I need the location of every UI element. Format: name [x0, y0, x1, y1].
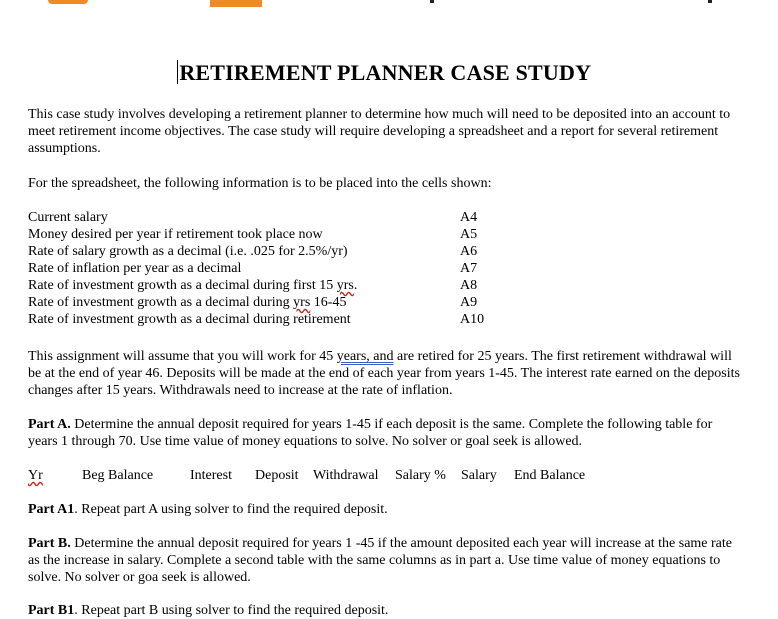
part-b1-label: Part B1 [28, 603, 75, 618]
list-item [28, 260, 528, 277]
part-b1-paragraph: Part B1. Repeat part B using solver to find the required deposit. [28, 603, 389, 618]
toolbar-glyph-fragment [708, 0, 712, 3]
input-label: Money desired per year if retirement took place now [28, 227, 323, 242]
input-label: Rate of salary growth as a decimal (i.e. .025 for 2.5%/yr) [28, 244, 348, 259]
toolbar-glyph-fragment [430, 0, 434, 3]
cell-reference: A8 [460, 278, 478, 293]
part-b-label: Part B. [28, 536, 71, 551]
column-header-salary-pct: Salary % [395, 468, 446, 483]
cell-reference: A9 [460, 295, 478, 310]
list-item [28, 209, 528, 226]
table-column-headers [28, 467, 740, 484]
part-b-paragraph: Part B. Determine the annual deposit required for years 1 -45 if the amount deposited each year will increase at the same rate as the increase in salary. Complete a second table with the same columns as in part a. Use time value of money equations to solve. No solver or goa seek is allowed. [28, 536, 732, 585]
column-header-deposit: Deposit [255, 468, 299, 483]
part-a1-paragraph: Part A1. Repeat part A using solver to find the required deposit. [28, 502, 388, 517]
cell-reference: A6 [460, 244, 478, 259]
column-header-beg-balance: Beg Balance [82, 468, 154, 483]
column-header-end-balance: End Balance [514, 468, 586, 483]
spellcheck-flag[interactable]: yrs [336, 278, 354, 293]
column-header-withdrawal: Withdrawal [313, 468, 379, 483]
input-label: Rate of investment growth as a decimal during first 15 yrs. [28, 278, 358, 293]
column-header-salary: Salary [461, 468, 497, 483]
part-a-paragraph: Part A. Determine the annual deposit required for years 1-45 if each deposit is the same. Complete the following table for years 1 through 70. Use time value of money equations to solve. No solver or goal seek is allowed. [28, 417, 713, 449]
list-item [28, 226, 528, 243]
list-item [28, 311, 528, 328]
spellcheck-flag[interactable]: yrs [293, 295, 311, 310]
cell-reference: A10 [460, 312, 485, 327]
list-item [28, 277, 528, 294]
intro-paragraph: This case study involves developing a retirement planner to determine how much will need to be deposited into an account to meet retirement income objectives. The case study will require developing a spreadsheet and a report for several retirement assumptions. [28, 107, 731, 156]
spreadsheet-intro-paragraph: For the spreadsheet, the following information is to be placed into the cells shown: [28, 176, 492, 191]
input-label: Rate of investment growth as a decimal during retirement [28, 312, 351, 327]
input-label: Rate of investment growth as a decimal during yrs 16-45 [28, 295, 347, 310]
cell-reference: A4 [460, 210, 478, 225]
document-title: RETIREMENT PLANNER CASE STUDY [28, 60, 740, 86]
column-header-yr: Yr [28, 468, 43, 483]
grammar-flag[interactable]: years, and [336, 349, 394, 364]
cell-assignment-list [28, 209, 528, 328]
top-toolbar-edge [0, 0, 778, 8]
input-label: Current salary [28, 210, 108, 225]
column-header-interest: Interest [190, 468, 232, 483]
toolbar-logo-fragment [48, 0, 88, 4]
cell-reference: A5 [460, 227, 478, 242]
part-a-label: Part A. [28, 417, 71, 432]
input-label: Rate of inflation per year as a decimal [28, 261, 242, 276]
part-a1-label: Part A1 [28, 502, 75, 517]
toolbar-active-tab-fragment[interactable] [210, 0, 262, 7]
assumption-paragraph: This assignment will assume that you will work for 45 years, and are retired for 25 years. The first retirement withdrawal will be at the end of year 46. Deposits will be made at the end of each year from years 1-45. The interest rate earned on the deposits changes after 15 years. Withdrawals need to increase at the rate of inflation. [28, 349, 740, 398]
cell-reference: A7 [460, 261, 478, 276]
list-item [28, 294, 528, 311]
list-item [28, 243, 528, 260]
